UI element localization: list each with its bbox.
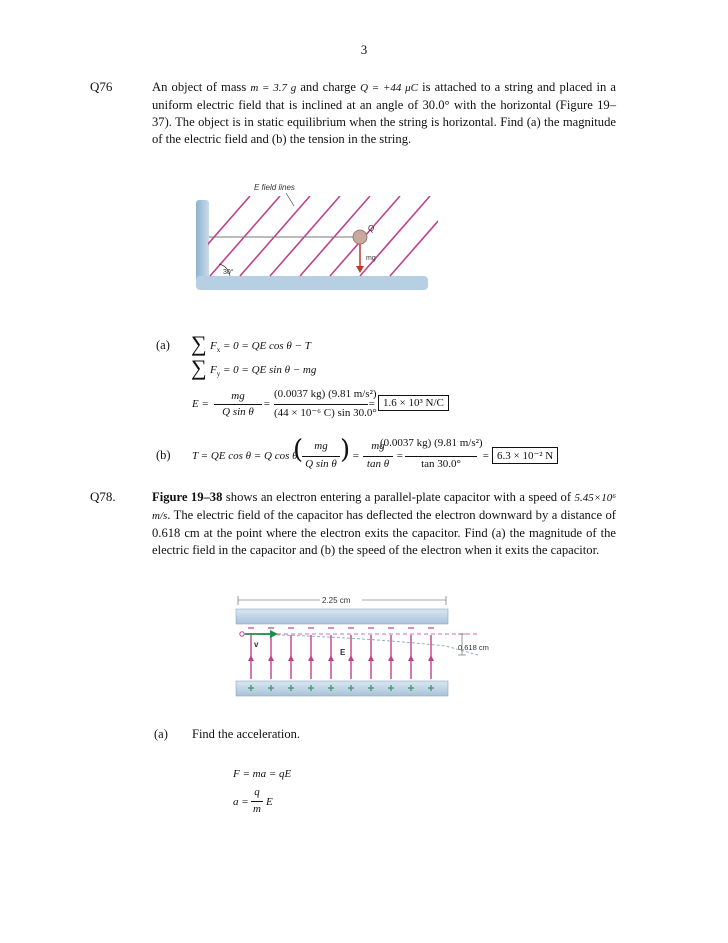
q76-a-frac1-num: mg xyxy=(231,390,245,402)
q76-b-lhs: T = QE cos θ = Q cos θ xyxy=(192,450,298,462)
q76-a-eq-sign2: = xyxy=(368,398,376,410)
sum-sigma-x: ∑ xyxy=(191,331,207,356)
q76-b-frac2-den: tan θ xyxy=(366,458,390,470)
q78-figure-ref: Figure 19–38 xyxy=(152,490,223,504)
q76-b-paren-right: ) xyxy=(340,435,351,465)
q76-part-a-label: (a) xyxy=(156,338,170,352)
q76-a-eq-sign: = xyxy=(263,398,271,410)
question-text-q76 xyxy=(152,79,616,148)
deflection-label: 0.618 cm xyxy=(458,643,489,652)
q78-eq-accel-lhs: a = xyxy=(233,796,249,808)
velocity-label: v xyxy=(254,640,259,649)
q76-a-lhs: E = xyxy=(192,398,209,410)
q76-b-frac3-num: (0.0037 kg) (9.81 m/s²) xyxy=(380,437,483,449)
field-lines-label: E field lines xyxy=(254,183,295,192)
electron xyxy=(240,632,244,636)
q76-b-frac3-den: tan 30.0° xyxy=(421,458,461,470)
velocity-arrowhead xyxy=(270,630,278,638)
q78-frac-den: m xyxy=(253,803,261,815)
q76-b-frac2-bar xyxy=(363,456,393,457)
q76-b-frac1-num: mg xyxy=(314,440,328,452)
charge-label: Q xyxy=(368,224,375,233)
q76-b-eq-sign2: = xyxy=(396,450,404,462)
q76-b-frac2-num: mg xyxy=(371,440,385,452)
figure-19-37 xyxy=(190,176,440,302)
q78-part-a-text: Find the acceleration. xyxy=(192,727,300,741)
floor xyxy=(196,276,428,290)
q78-part-a-label: (a) xyxy=(154,727,168,741)
q78-text-part2: . The electric field of the capacitor has deflected the electron downward by a distance of 0.618 cm at the point where the electron exits the capacitor. Find (a) the magnitude of the electric field in the capacitor and (b) the speed of the electron when it exits the capacitor. xyxy=(152,508,616,557)
angle-label: 30° xyxy=(223,269,234,276)
field-label: E xyxy=(340,648,346,657)
charged-ball xyxy=(353,230,367,244)
question-number-q78: Q78. xyxy=(90,489,116,504)
q76-a-result: 1.6 × 10³ N/C xyxy=(378,395,449,411)
q78-frac-bar xyxy=(251,801,263,802)
q78-eq-accel-rhs: E xyxy=(266,796,273,808)
field-label-pointer xyxy=(286,193,294,206)
q76-b-result: 6.3 × 10⁻² N xyxy=(492,447,558,464)
q76-b-eq-sign3: = xyxy=(482,450,490,462)
q78-text-part1: shows an electron entering a parallel-plate capacitor with a speed of xyxy=(222,490,575,504)
q78-frac-num: q xyxy=(254,786,260,798)
q76-eq-fy: $F_y = 0$ = QE sin θ − mg xyxy=(210,364,317,379)
capacitor-field-lines xyxy=(251,635,431,679)
q76-part-b-label: (b) xyxy=(156,448,171,462)
electron-trajectory xyxy=(242,634,478,655)
q76-b-paren-left: ( xyxy=(293,435,304,465)
question-text-q78 xyxy=(152,489,616,559)
q76-b-frac1-den: Q sin θ xyxy=(305,458,337,470)
q78-eq-force: F = ma = qE xyxy=(233,768,292,780)
q76-b-eq-sign: = xyxy=(352,450,360,462)
field-lines xyxy=(190,196,440,276)
q76-a-frac1-den: Q sin θ xyxy=(222,406,254,418)
q76-mass: m = 3.7 g xyxy=(250,82,297,94)
q76-a-frac2-bar xyxy=(274,404,368,405)
q76-charge: Q = +44 μC xyxy=(360,82,418,94)
wall xyxy=(196,200,209,288)
weight-label: mg xyxy=(366,255,376,262)
top-plate xyxy=(236,609,448,624)
length-label: 2.25 cm xyxy=(322,596,351,605)
q76-a-frac1-bar xyxy=(214,404,262,405)
q76-b-frac1-bar xyxy=(302,456,340,457)
page-number: 3 xyxy=(360,42,368,57)
bottom-plate xyxy=(236,681,448,696)
question-number-q76: Q76 xyxy=(90,79,113,94)
q76-text-part3: is attached to a string and placed in a uniform electric field that is inclined at an angle of 30.0° with the horizontal (Figure 19–37). The object is in static equilibrium when the string is horizontal. Find (a) the magnitude of the electric field and (b) the tension in the string. xyxy=(152,80,616,146)
q78-speed: 5.45×10⁶ m/s xyxy=(152,492,617,522)
q76-a-frac2-num: (0.0037 kg) (9.81 m/s²) xyxy=(274,388,377,400)
q76-a-frac2-den: (44 × 10⁻⁶ C) sin 30.0° xyxy=(274,407,377,419)
q76-eq-fx: $F_x = 0$ = QE cos θ − T xyxy=(210,340,311,355)
sum-sigma-y: ∑ xyxy=(191,355,207,380)
q76-b-frac3-bar xyxy=(405,456,477,457)
q76-text-part2: and charge xyxy=(296,80,361,94)
q76-text-part1: An object of mass xyxy=(152,80,251,94)
figure-19-38 xyxy=(228,589,498,701)
